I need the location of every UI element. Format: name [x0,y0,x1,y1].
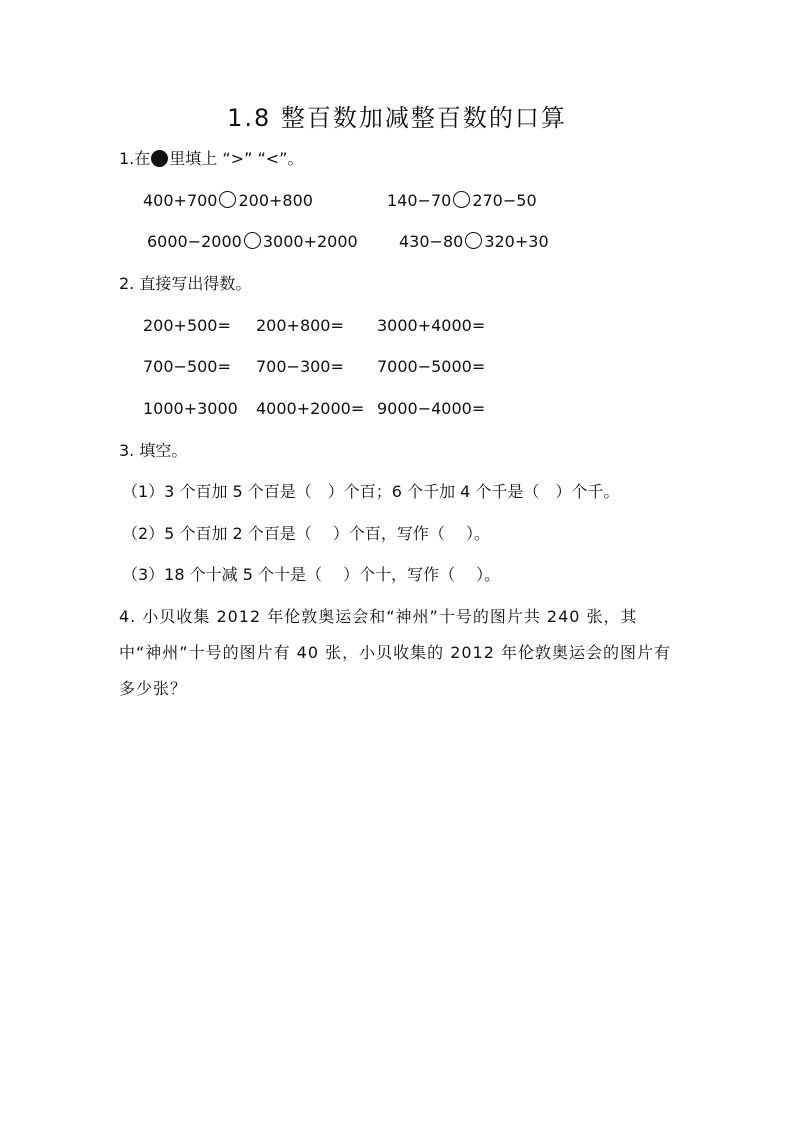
compare-expression: 400+700 [143,191,218,210]
calc-item: 4000+2000= [256,399,365,418]
compare-expression: 3000+2000 [262,232,358,251]
circle-icon [151,150,168,167]
compare-expression: 140−70 [387,191,452,210]
question-1-heading [119,148,303,170]
compare-circle-icon[interactable] [244,232,261,249]
compare-circle-icon[interactable] [465,232,482,249]
calc-item: 700−500= [143,357,231,376]
calc-item: 7000−5000= [377,357,486,376]
compare-expression: 320+30 [484,232,549,251]
compare-circle-icon[interactable] [219,191,236,208]
compare-item-2-left [147,231,358,253]
compare-circle-icon[interactable] [453,191,470,208]
compare-item-2-right [399,231,549,253]
question-2-heading: 2. 直接写出得数。 [119,274,252,293]
fill-blank-item: （2）5 个百加 2 个百是（ ）个百，写作（ ）。 [122,524,490,543]
calc-item: 3000+4000= [377,316,486,335]
q1-heading-suffix: 里填上 “>” “<”。 [169,149,304,168]
question-3-heading: 3. 填空。 [119,441,188,460]
compare-item-1-left [143,190,313,212]
compare-expression: 200+800 [238,191,313,210]
question-4-text: 4. 小贝收集 2012 年伦敦奥运会和“神州”十号的图片共 240 张，其中“神州”十号的图片有 40 张，小贝收集的 2012 年伦敦奥运会的图片有多少张？ [119,607,672,698]
fill-blank-item: （1）3 个百加 5 个百是（ ）个百；6 个千加 4 个千是（ ）个千。 [122,482,620,501]
page-title: 1.8 整百数加减整百数的口算 [227,104,567,132]
calc-item: 200+800= [256,316,344,335]
calc-item: 1000+3000 [143,399,238,418]
q1-heading-prefix: 1.在 [119,149,151,168]
fill-blank-item: （3）18 个十减 5 个十是（ ）个十，写作（ ）。 [122,565,501,584]
compare-expression: 6000−2000 [147,232,242,251]
compare-item-1-right [387,190,537,212]
calc-item: 200+500= [143,316,231,335]
compare-expression: 430−80 [399,232,464,251]
compare-expression: 270−50 [472,191,537,210]
calc-item: 9000−4000= [377,399,486,418]
calc-item: 700−300= [256,357,344,376]
